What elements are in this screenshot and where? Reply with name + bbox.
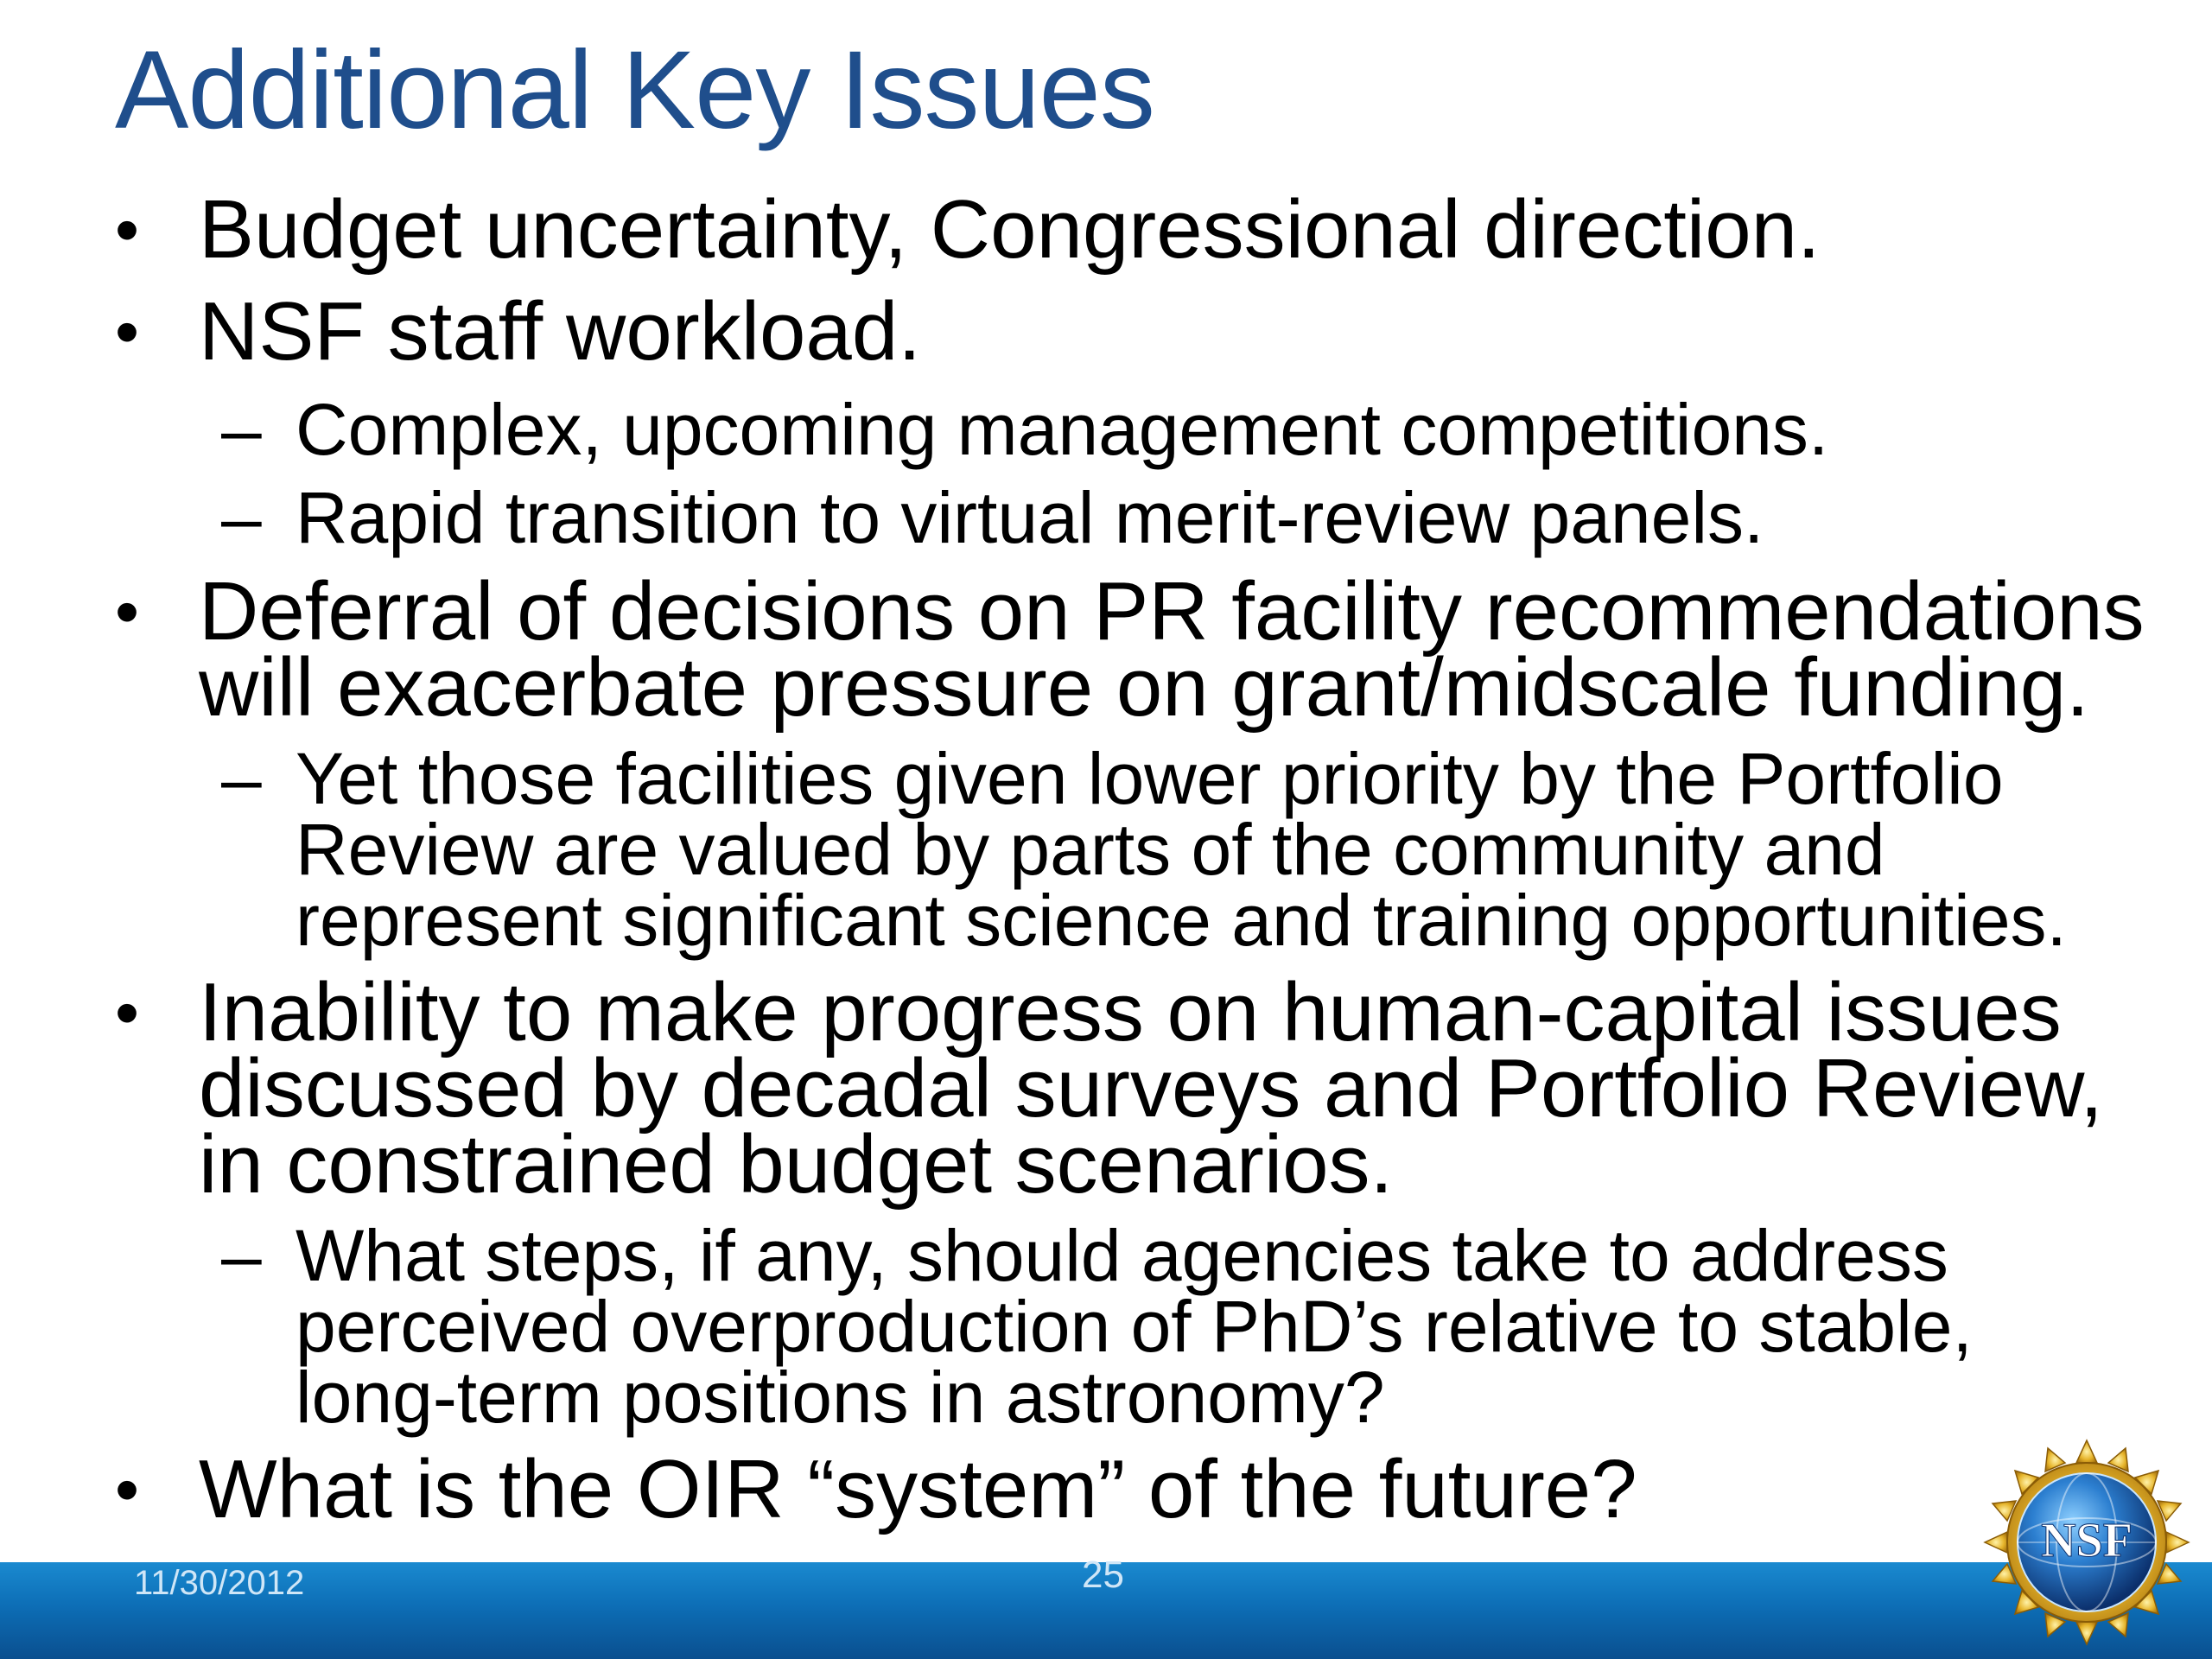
dash-marker: –	[221, 477, 262, 558]
sub-bullet-text: Complex, upcoming management competitions.	[296, 389, 1829, 470]
bullet-item	[115, 183, 1821, 276]
bullet-text: What is the OIR “system” of the future?	[199, 1443, 1637, 1535]
dash-marker: –	[221, 389, 262, 470]
bullet-text-line: in constrained budget scenarios.	[199, 1118, 1394, 1211]
dash-marker: –	[221, 1215, 262, 1296]
bullet-text-line: discussed by decadal surveys and Portfolio Review,	[199, 1042, 2103, 1135]
bullet-marker: •	[115, 573, 140, 650]
sub-bullet-item	[221, 738, 2067, 961]
sub-bullet-text-line: represent significant science and training opportunities.	[296, 880, 2067, 961]
logo-text: NSF	[2041, 1514, 2133, 1567]
sub-bullet-text-line: long-term positions in astronomy?	[296, 1357, 1385, 1438]
bullet-text: Budget uncertainty, Congressional direction.	[199, 183, 1821, 276]
sub-bullet-text-line: perceived overproduction of PhD’s relative to stable,	[296, 1286, 1973, 1367]
bullet-item	[115, 285, 921, 378]
page-number: 25	[1082, 1554, 1124, 1596]
sub-bullet-item	[221, 477, 1764, 558]
bullet-marker: •	[115, 1451, 140, 1528]
bullet-marker: •	[115, 293, 140, 370]
sub-bullet-item	[221, 1215, 1973, 1438]
bullet-item	[115, 966, 2103, 1211]
sub-bullet-text-line: What steps, if any, should agencies take to address	[296, 1215, 1948, 1296]
dash-marker: –	[221, 738, 262, 819]
sub-bullet-text-line: Yet those facilities given lower priority by the Portfolio	[296, 738, 2004, 819]
bullet-text: NSF staff workload.	[199, 285, 921, 378]
bullet-item	[115, 1443, 1637, 1535]
sub-bullet-text: Rapid transition to virtual merit-review panels.	[296, 477, 1764, 558]
bullet-marker: •	[115, 191, 140, 268]
bullet-item	[115, 565, 2145, 734]
footer-date: 11/30/2012	[134, 1564, 305, 1602]
sub-bullet-item	[221, 389, 1829, 470]
slide-title: Additional Key Issues	[115, 29, 1154, 152]
bullet-text-line: Deferral of decisions on PR facility recommendations	[199, 565, 2145, 658]
bullet-text-line: will exacerbate pressure on grant/midscale funding.	[199, 641, 2089, 734]
nsf-logo-icon	[1979, 1434, 2195, 1650]
bullet-marker: •	[115, 974, 140, 1051]
sub-bullet-text-line: Review are valued by parts of the community and	[296, 809, 1885, 890]
bullet-text-line: Inability to make progress on human-capital issues	[199, 966, 2062, 1058]
